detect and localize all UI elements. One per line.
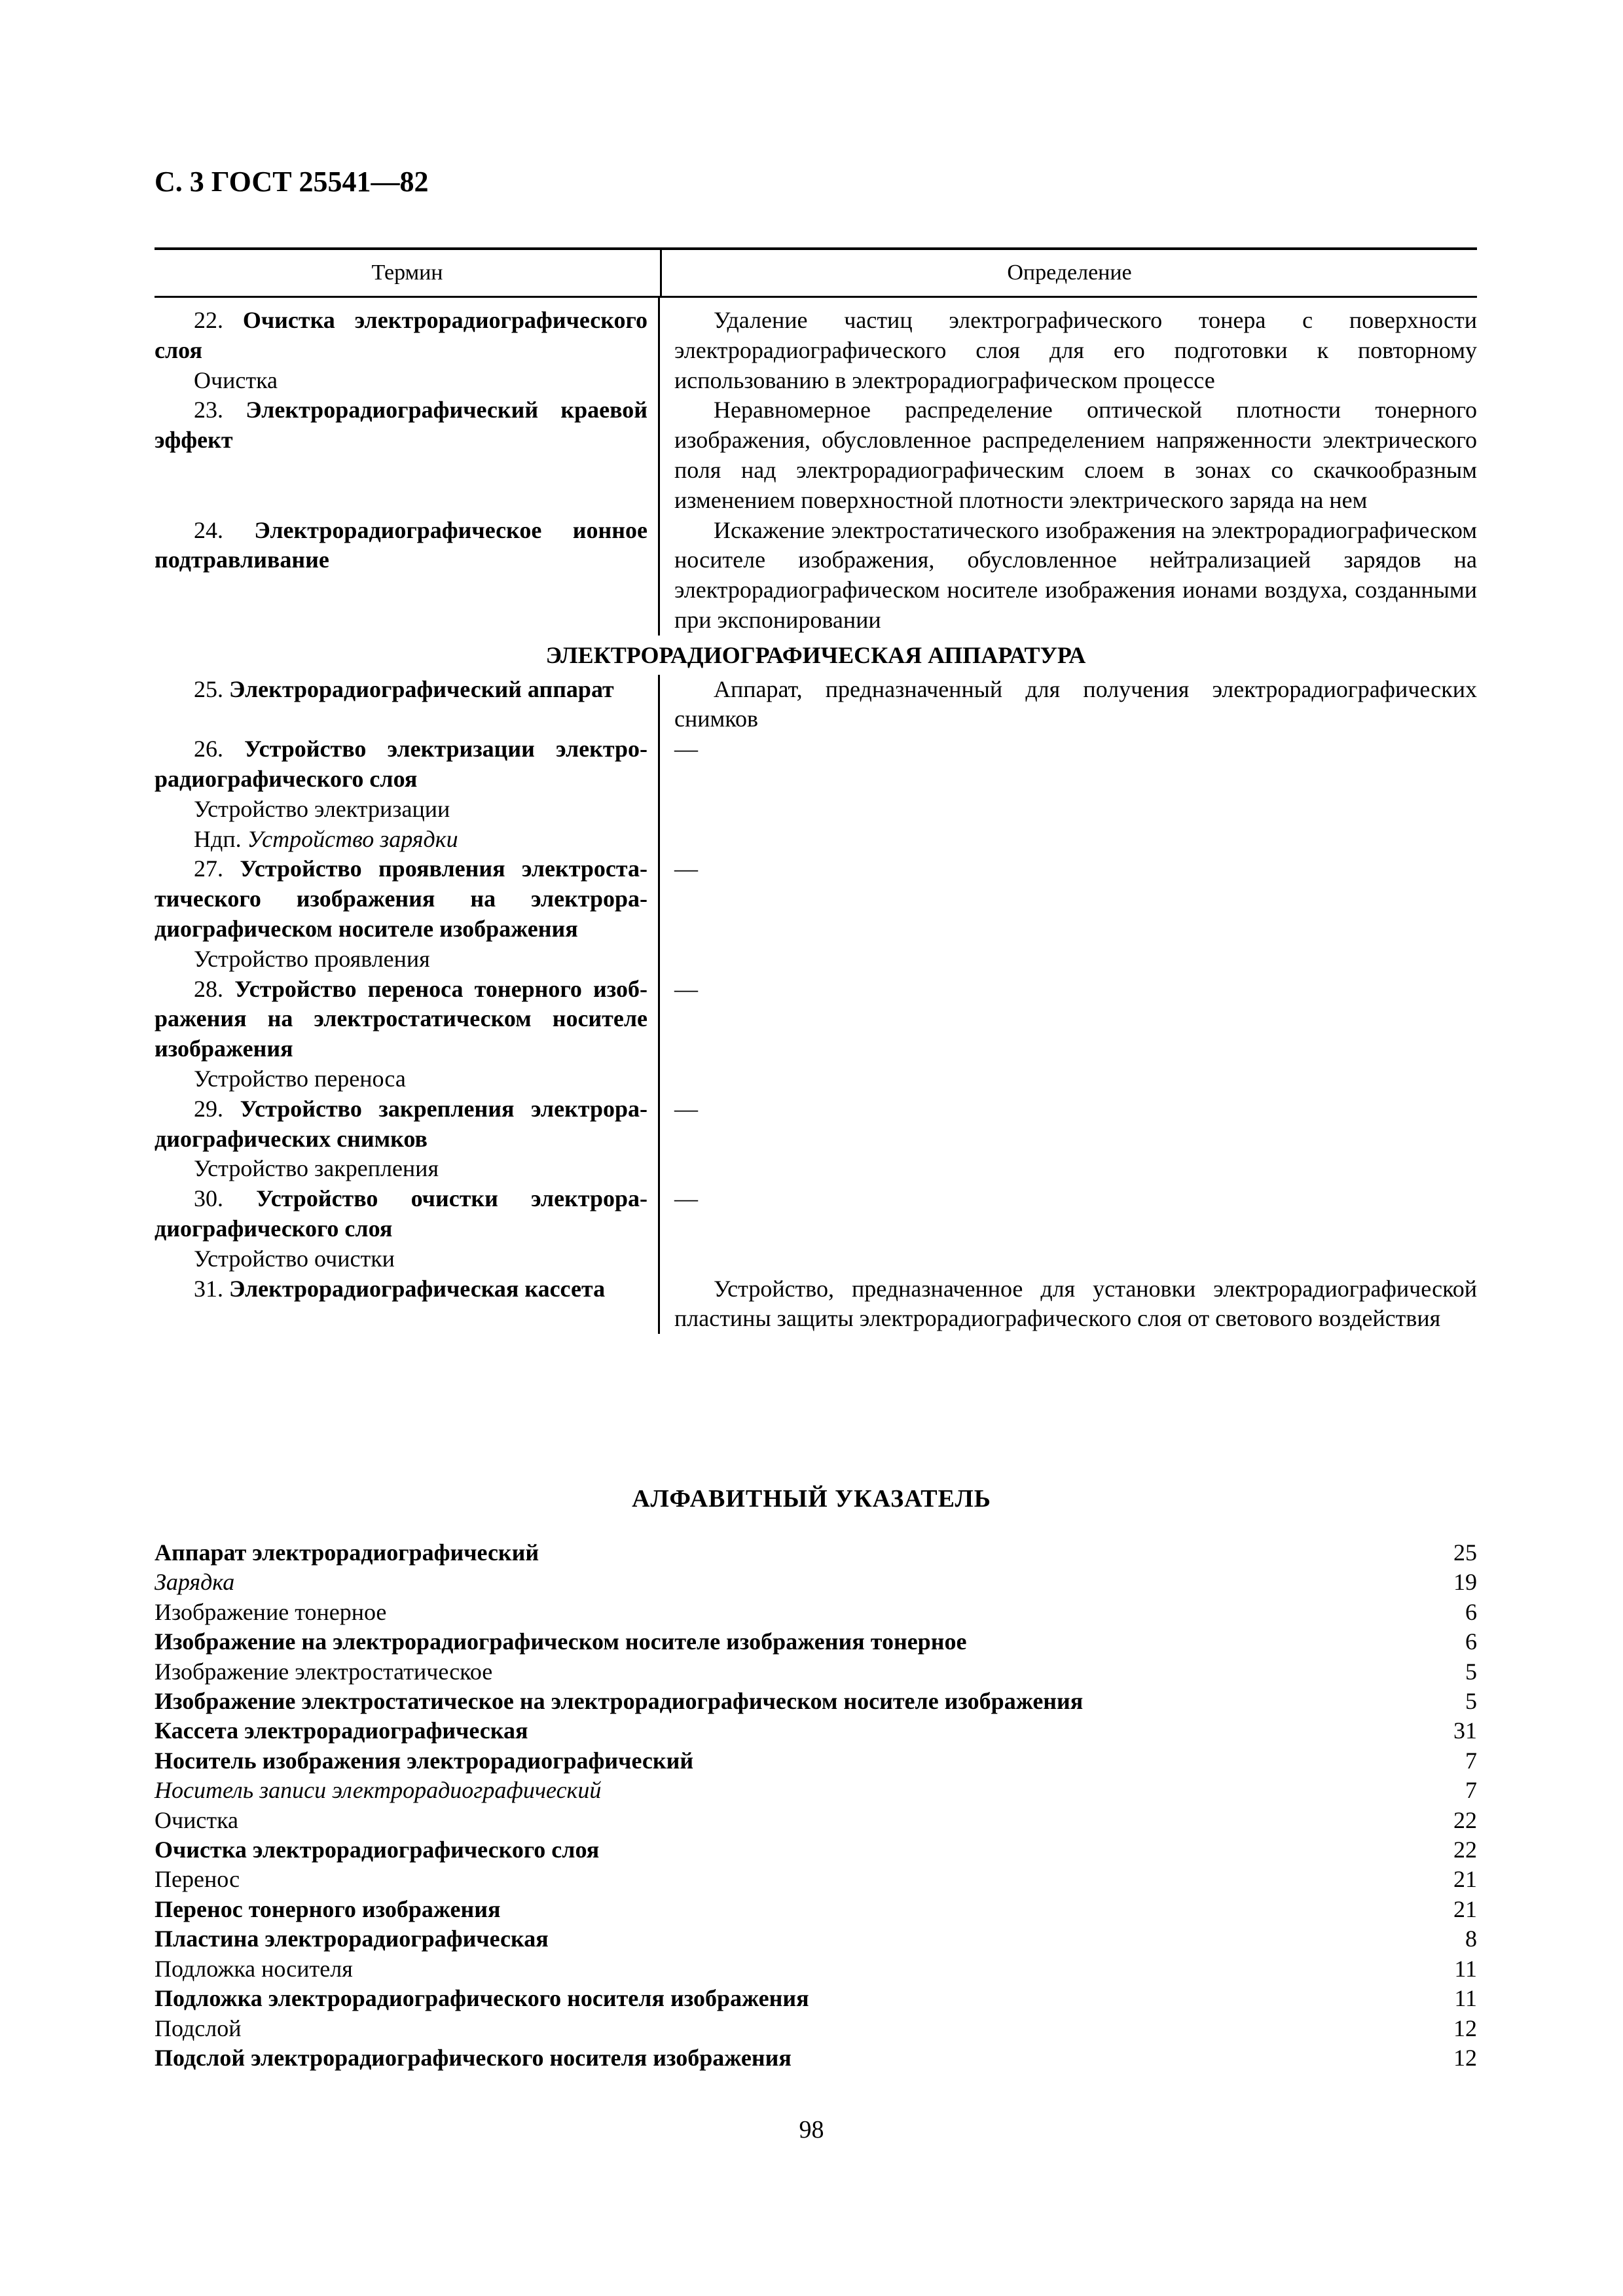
term-number: 28. xyxy=(194,975,235,1002)
table-row xyxy=(155,306,1477,395)
term-text: Электрорадиографическое ионное xyxy=(254,516,647,543)
term-number: 24. xyxy=(194,516,255,543)
index-term: Аппарат электрорадиографический xyxy=(155,1539,539,1566)
table-row xyxy=(155,1274,1477,1335)
index-page: 12 xyxy=(1453,2015,1477,2041)
index-page: 5 xyxy=(1465,1688,1477,1715)
definition-cell: — xyxy=(674,855,698,882)
index-term: Очистка электрорадиографического слоя xyxy=(155,1837,600,1863)
index-term: Пластина электрорадиографическая xyxy=(155,1926,549,1952)
term-cell xyxy=(155,675,660,735)
index-term: Очистка xyxy=(155,1806,239,1833)
definition-cell: — xyxy=(674,975,698,1002)
index-entry xyxy=(155,1806,1477,1835)
definition-cell: — xyxy=(674,1095,698,1122)
index-page: 8 xyxy=(1465,1926,1477,1952)
term-text: изображения xyxy=(155,1035,293,1062)
index-term: Носитель изображения электрорадиографический xyxy=(155,1747,694,1774)
term-text: диографическом носителе изображения xyxy=(155,915,578,942)
term-cell xyxy=(155,1094,660,1184)
definition-cell: — xyxy=(674,736,698,762)
table-row xyxy=(155,1094,1477,1184)
index-term: Подслой xyxy=(155,2015,242,2041)
index-page: 5 xyxy=(1465,1658,1477,1685)
index-term: Перенос тонерного изображения xyxy=(155,1895,501,1922)
term-text: Электрорадиографическая кассета xyxy=(229,1275,606,1302)
definition-cell: Устройство, предназначенное для установки электрорадиографической пластины защиты электрорадиографического слоя от светового воздействия xyxy=(674,1275,1477,1332)
term-cell xyxy=(155,516,660,636)
index-entry xyxy=(155,1716,1477,1746)
term-number: 26. xyxy=(194,736,245,762)
index-page: 25 xyxy=(1453,1539,1477,1566)
term-text: Устройство проявления электроста- xyxy=(240,855,647,882)
term-text: слоя xyxy=(155,336,202,363)
term-cell xyxy=(155,1184,660,1274)
index-term: Подложка электрорадиографического носителя изображения xyxy=(155,1985,809,2012)
index-page: 12 xyxy=(1453,2044,1477,2071)
index-entry xyxy=(155,1687,1477,1716)
term-text: эффект xyxy=(155,427,233,454)
index-page: 22 xyxy=(1453,1837,1477,1863)
index-term: Изображение электростатическое xyxy=(155,1658,493,1685)
table-header xyxy=(155,247,1477,298)
term-text: Устройство электризации электро- xyxy=(244,736,647,762)
index-page: 11 xyxy=(1454,1955,1477,1982)
table-row xyxy=(155,734,1477,854)
table-row xyxy=(155,516,1477,636)
index-entry xyxy=(155,1598,1477,1627)
table-row xyxy=(155,395,1477,515)
short-term: Очистка xyxy=(194,367,278,393)
term-text: радиографического слоя xyxy=(155,765,418,792)
index-entry xyxy=(155,2014,1477,2043)
term-text: Устройство переноса тонерного изоб- xyxy=(234,975,647,1002)
index-page: 7 xyxy=(1465,1747,1477,1774)
deprecated-term: Ндп. Устройство зарядки xyxy=(194,825,458,852)
index-entry xyxy=(155,1538,1477,1568)
terms-table xyxy=(155,247,1477,1334)
term-number: 29. xyxy=(194,1095,240,1122)
definition-cell: Искажение электростатического изображения на электрорадиографическом носителе изображения, обусловленное нейтрализацией зарядов на электрорадиографическом носителе изображения ионами воздуха, созданными при экспонировании xyxy=(674,516,1477,633)
index-term: Подложка носителя xyxy=(155,1955,353,1982)
table-row xyxy=(155,1184,1477,1274)
term-text: Электрорадиографический аппарат xyxy=(229,675,614,702)
index-entry xyxy=(155,1568,1477,1597)
term-text: диографических снимков xyxy=(155,1125,428,1152)
index-term: Изображение электростатическое на электрорадиографическом носителе изображения xyxy=(155,1688,1084,1715)
index-page: 21 xyxy=(1453,1895,1477,1922)
term-number: 30. xyxy=(194,1185,257,1212)
column-header-term: Термин xyxy=(155,250,662,296)
term-cell xyxy=(155,306,660,395)
index-term: Перенос xyxy=(155,1866,240,1893)
index-page: 22 xyxy=(1453,1806,1477,1833)
term-text: Устройство закрепления электрора- xyxy=(240,1095,648,1122)
term-number: 22. xyxy=(194,307,243,333)
definition-cell: — xyxy=(674,1185,698,1212)
short-term: Устройство закрепления xyxy=(194,1155,439,1182)
definition-cell: Неравномерное распределение оптической плотности тонерного изображения, обусловленное распределением напряженности электрического поля над электрорадиографическим слоем в зонах со скачкообразным изменением поверхностной плотности электрического заряда на нем xyxy=(674,397,1477,513)
index-entry xyxy=(155,1657,1477,1687)
index-entry xyxy=(155,1865,1477,1894)
index-entry xyxy=(155,1835,1477,1865)
term-cell xyxy=(155,734,660,854)
index-page: 6 xyxy=(1465,1598,1477,1625)
index-entry xyxy=(155,1954,1477,1984)
term-text: Электрорадиографический краевой xyxy=(246,397,648,423)
alphabetical-index xyxy=(155,1538,1477,2073)
index-entry xyxy=(155,1895,1477,1924)
index-page: 31 xyxy=(1453,1717,1477,1744)
short-term: Устройство проявления xyxy=(194,945,430,972)
index-entry xyxy=(155,2043,1477,2073)
index-page: 21 xyxy=(1453,1866,1477,1893)
column-header-definition: Определение xyxy=(1007,260,1132,285)
index-entry xyxy=(155,1924,1477,1954)
term-cell xyxy=(155,395,660,515)
page-number: 98 xyxy=(799,2116,824,2144)
index-title: АЛФАВИТНЫЙ УКАЗАТЕЛЬ xyxy=(632,1485,991,1513)
index-term: Носитель записи электрорадиографический xyxy=(155,1777,602,1804)
index-entry xyxy=(155,1627,1477,1657)
term-number: 31. xyxy=(194,1275,229,1302)
index-page: 19 xyxy=(1453,1569,1477,1596)
term-number: 23. xyxy=(194,397,246,423)
index-entry xyxy=(155,1984,1477,2013)
definition-cell: Аппарат, предназначенный для получения электрорадиографических снимков xyxy=(674,675,1477,732)
table-row xyxy=(155,675,1477,735)
index-page: 6 xyxy=(1465,1628,1477,1655)
index-term: Изображение тонерное xyxy=(155,1598,387,1625)
term-text: Очистка электрорадиографического xyxy=(242,307,647,333)
index-term: Кассета электрорадиографическая xyxy=(155,1717,528,1744)
section-heading: ЭЛЕКТРОРАДИОГРАФИЧЕСКАЯ АППАРАТУРА xyxy=(545,641,1086,668)
term-text: ражения на электростатическом носителе xyxy=(155,1005,647,1032)
term-cell xyxy=(155,975,660,1094)
index-page: 7 xyxy=(1465,1777,1477,1804)
index-term: Подслой электрорадиографического носителя изображения xyxy=(155,2044,792,2071)
term-number: 27. xyxy=(194,855,240,882)
term-cell xyxy=(155,854,660,974)
page-header: С. 3 ГОСТ 25541—82 xyxy=(155,166,429,198)
term-number: 25. xyxy=(194,675,229,702)
short-term: Устройство переноса xyxy=(194,1065,406,1092)
term-cell xyxy=(155,1274,660,1335)
term-text: диографического слоя xyxy=(155,1215,393,1242)
index-term: Изображение на электрорадиографическом носителе изображения тонерное xyxy=(155,1628,967,1655)
index-entry xyxy=(155,1776,1477,1805)
short-term: Устройство электризации xyxy=(194,795,450,822)
table-row xyxy=(155,975,1477,1094)
index-page: 11 xyxy=(1454,1985,1477,2012)
term-text: подтравливание xyxy=(155,547,329,573)
definition-cell: Удаление частиц электрографического тонера с поверхности электрорадиографического слоя для его подготовки к повторному использованию в электрорадиографическом процессе xyxy=(674,307,1477,393)
index-entry xyxy=(155,1746,1477,1776)
index-term: Зарядка xyxy=(155,1569,235,1596)
short-term: Устройство очистки xyxy=(194,1245,395,1272)
term-text: Устройство очистки электрора- xyxy=(256,1185,648,1212)
term-text: тического изображения на электрора- xyxy=(155,886,647,912)
table-row xyxy=(155,854,1477,974)
